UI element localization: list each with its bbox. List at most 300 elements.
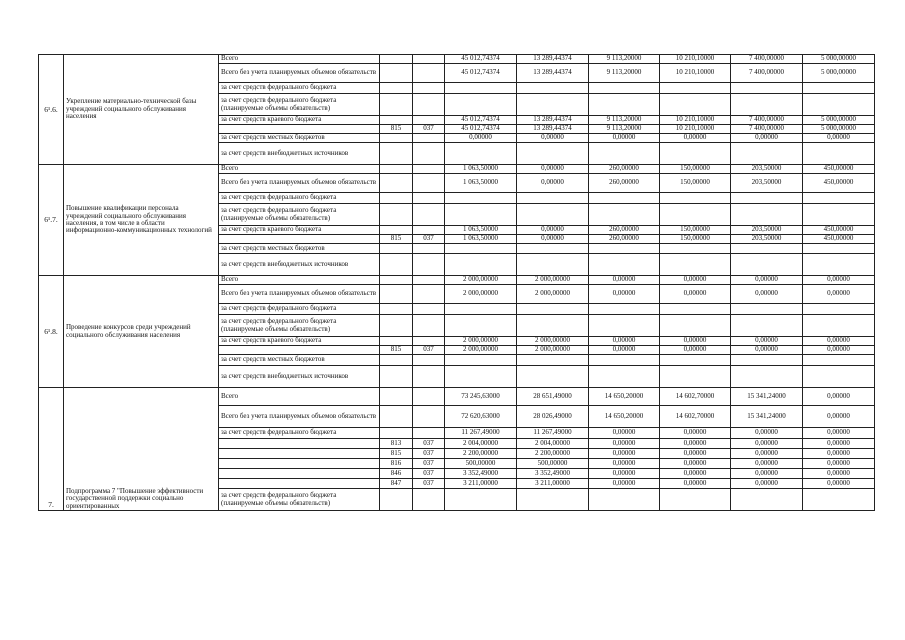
amount-cell: 0,00000 xyxy=(517,235,589,244)
amount-cell: 150,00000 xyxy=(660,165,731,174)
amount-cell: 0,00000 xyxy=(731,134,803,143)
amount-cell: 11 267,49000 xyxy=(517,428,589,439)
amount-cell xyxy=(517,94,589,116)
amount-cell: 9 113,20000 xyxy=(589,55,660,64)
amount-cell: 0,00000 xyxy=(589,346,660,355)
amount-cell: 0,00000 xyxy=(731,285,803,304)
amount-cell xyxy=(731,83,803,94)
funding-source-label: за счет средств федерального бюджета xyxy=(219,428,380,439)
amount-cell: 260,00000 xyxy=(589,174,660,193)
amount-cell: 1 063,50000 xyxy=(445,235,517,244)
funding-source-label: Всего без учета планируемых объемов обязательств xyxy=(219,406,380,428)
amount-cell: 0,00000 xyxy=(589,285,660,304)
amount-cell: 9 113,20000 xyxy=(589,64,660,83)
amount-cell: 0,00000 xyxy=(731,459,803,469)
section-code-cell xyxy=(413,254,445,276)
amount-cell: 0,00000 xyxy=(803,479,875,489)
amount-cell: 450,00000 xyxy=(803,165,875,174)
amount-cell: 0,00000 xyxy=(731,449,803,459)
amount-cell: 45 012,74374 xyxy=(445,55,517,64)
amount-cell xyxy=(589,355,660,366)
section-code-cell xyxy=(413,489,445,511)
amount-cell xyxy=(803,304,875,315)
section-number: 7. xyxy=(39,388,64,511)
amount-cell: 0,00000 xyxy=(731,337,803,346)
amount-cell: 3 211,00000 xyxy=(517,479,589,489)
funding-source-label: Всего xyxy=(219,276,380,285)
budget-code-cell xyxy=(380,366,413,388)
amount-cell xyxy=(660,489,731,511)
funding-source-label: за счет средств федерального бюджета (планируемые объемы обязательств) xyxy=(219,204,380,226)
funding-source-label: за счет средств краевого бюджета xyxy=(219,337,380,346)
amount-cell: 11 267,49000 xyxy=(445,428,517,439)
amount-cell xyxy=(660,366,731,388)
amount-cell: 14 602,70000 xyxy=(660,388,731,406)
amount-cell xyxy=(660,304,731,315)
budget-code-cell xyxy=(380,489,413,511)
amount-cell: 0,00000 xyxy=(803,406,875,428)
amount-cell: 10 210,10000 xyxy=(660,116,731,125)
amount-cell: 0,00000 xyxy=(660,276,731,285)
amount-cell xyxy=(445,304,517,315)
amount-cell xyxy=(803,244,875,254)
section-code-cell xyxy=(413,193,445,204)
budget-code-cell xyxy=(380,254,413,276)
amount-cell xyxy=(660,315,731,337)
section-code-cell: 037 xyxy=(413,235,445,244)
table-row xyxy=(39,55,875,64)
amount-cell: 260,00000 xyxy=(589,165,660,174)
section-code-cell xyxy=(413,406,445,428)
section-code-cell xyxy=(413,143,445,165)
section-code-cell xyxy=(413,174,445,193)
budget-code-cell: 816 xyxy=(380,459,413,469)
amount-cell xyxy=(803,83,875,94)
amount-cell: 0,00000 xyxy=(803,388,875,406)
amount-cell xyxy=(445,254,517,276)
funding-source-label: за счет средств краевого бюджета xyxy=(219,116,380,125)
amount-cell: 15 341,24000 xyxy=(731,388,803,406)
amount-cell xyxy=(517,83,589,94)
amount-cell xyxy=(731,204,803,226)
amount-cell xyxy=(517,366,589,388)
funding-source-label: Всего xyxy=(219,388,380,406)
budget-code-cell: 847 xyxy=(380,479,413,489)
amount-cell: 0,00000 xyxy=(589,428,660,439)
funding-source-label: за счет средств местных бюджетов xyxy=(219,244,380,254)
funding-source-label xyxy=(219,346,380,355)
section-name: Повышение квалификации персонала учреждений социального обслуживания населения, в том числе в области информационно-коммуникационных технологий xyxy=(64,165,219,276)
amount-cell: 0,00000 xyxy=(660,285,731,304)
amount-cell: 2 004,00000 xyxy=(517,439,589,449)
amount-cell xyxy=(731,366,803,388)
amount-cell: 0,00000 xyxy=(660,479,731,489)
funding-source-label: за счет средств местных бюджетов xyxy=(219,134,380,143)
section-code-cell: 037 xyxy=(413,449,445,459)
amount-cell xyxy=(589,254,660,276)
amount-cell xyxy=(589,315,660,337)
section-code-cell xyxy=(413,94,445,116)
amount-cell: 150,00000 xyxy=(660,226,731,235)
amount-cell xyxy=(445,143,517,165)
amount-cell: 0,00000 xyxy=(803,337,875,346)
budget-code-cell xyxy=(380,165,413,174)
amount-cell: 0,00000 xyxy=(660,346,731,355)
amount-cell xyxy=(589,83,660,94)
amount-cell xyxy=(731,489,803,511)
funding-source-label: Всего без учета планируемых объемов обязательств xyxy=(219,285,380,304)
funding-source-label xyxy=(219,449,380,459)
amount-cell: 0,00000 xyxy=(589,337,660,346)
amount-cell xyxy=(517,355,589,366)
funding-source-label: за счет средств местных бюджетов xyxy=(219,355,380,366)
amount-cell: 2 000,00000 xyxy=(517,337,589,346)
amount-cell: 28 651,49000 xyxy=(517,388,589,406)
amount-cell: 0,00000 xyxy=(731,276,803,285)
section-code-cell: 037 xyxy=(413,479,445,489)
amount-cell xyxy=(731,355,803,366)
amount-cell xyxy=(445,83,517,94)
amount-cell: 0,00000 xyxy=(803,285,875,304)
amount-cell: 9 113,20000 xyxy=(589,125,660,134)
amount-cell: 260,00000 xyxy=(589,235,660,244)
funding-source-label: Всего без учета планируемых объемов обязательств xyxy=(219,64,380,83)
amount-cell: 2 000,00000 xyxy=(445,346,517,355)
amount-cell: 203,50000 xyxy=(731,226,803,235)
amount-cell xyxy=(445,244,517,254)
amount-cell xyxy=(517,254,589,276)
amount-cell: 0,00000 xyxy=(589,479,660,489)
funding-source-label: за счет средств федерального бюджета (планируемые объемы обязательств) xyxy=(219,489,380,511)
section-number: 6¹.8. xyxy=(39,276,64,388)
amount-cell: 500,00000 xyxy=(445,459,517,469)
budget-code-cell xyxy=(380,244,413,254)
budget-code-cell xyxy=(380,226,413,235)
amount-cell xyxy=(445,315,517,337)
amount-cell: 0,00000 xyxy=(589,276,660,285)
amount-cell xyxy=(517,315,589,337)
section-code-cell xyxy=(413,285,445,304)
funding-source-label xyxy=(219,439,380,449)
amount-cell: 13 289,44374 xyxy=(517,116,589,125)
amount-cell: 0,00000 xyxy=(660,469,731,479)
funding-source-label xyxy=(219,469,380,479)
amount-cell: 0,00000 xyxy=(589,449,660,459)
amount-cell: 15 341,24000 xyxy=(731,406,803,428)
funding-source-label: за счет средств федерального бюджета xyxy=(219,304,380,315)
amount-cell xyxy=(803,193,875,204)
amount-cell: 450,00000 xyxy=(803,235,875,244)
amount-cell: 13 289,44374 xyxy=(517,64,589,83)
amount-cell: 0,00000 xyxy=(517,174,589,193)
amount-cell: 0,00000 xyxy=(731,479,803,489)
section-code-cell: 037 xyxy=(413,459,445,469)
funding-source-label: за счет средств федерального бюджета (планируемые объемы обязательств) xyxy=(219,94,380,116)
amount-cell xyxy=(803,366,875,388)
amount-cell: 2 200,00000 xyxy=(517,449,589,459)
amount-cell: 2 000,00000 xyxy=(445,276,517,285)
amount-cell: 2 000,00000 xyxy=(517,285,589,304)
amount-cell xyxy=(803,355,875,366)
amount-cell xyxy=(731,143,803,165)
amount-cell: 260,00000 xyxy=(589,226,660,235)
amount-cell xyxy=(589,94,660,116)
budget-code-cell xyxy=(380,304,413,315)
amount-cell: 0,00000 xyxy=(445,134,517,143)
table-row xyxy=(39,165,875,174)
section-name: Проведение конкурсов среди учреждений социального обслуживания населения xyxy=(64,276,219,388)
amount-cell: 45 012,74374 xyxy=(445,125,517,134)
funding-source-label: за счет средств внебюджетных источников xyxy=(219,254,380,276)
section-code-cell xyxy=(413,428,445,439)
amount-cell xyxy=(517,204,589,226)
amount-cell xyxy=(803,143,875,165)
amount-cell: 5 000,00000 xyxy=(803,64,875,83)
amount-cell: 0,00000 xyxy=(731,428,803,439)
amount-cell: 0,00000 xyxy=(803,439,875,449)
amount-cell: 9 113,20000 xyxy=(589,116,660,125)
amount-cell: 14 602,70000 xyxy=(660,406,731,428)
section-code-cell xyxy=(413,55,445,64)
amount-cell: 3 211,00000 xyxy=(445,479,517,489)
amount-cell: 0,00000 xyxy=(803,428,875,439)
amount-cell xyxy=(660,244,731,254)
amount-cell xyxy=(517,489,589,511)
amount-cell xyxy=(660,204,731,226)
amount-cell xyxy=(517,193,589,204)
amount-cell xyxy=(660,355,731,366)
amount-cell: 2 200,00000 xyxy=(445,449,517,459)
budget-code-cell: 846 xyxy=(380,469,413,479)
section-code-cell: 037 xyxy=(413,469,445,479)
section-code-cell xyxy=(413,304,445,315)
table-row xyxy=(39,388,875,406)
budget-code-cell xyxy=(380,337,413,346)
section-code-cell xyxy=(413,366,445,388)
section-code-cell xyxy=(413,165,445,174)
funding-source-label xyxy=(219,479,380,489)
budget-code-cell: 815 xyxy=(380,346,413,355)
amount-cell: 0,00000 xyxy=(589,469,660,479)
amount-cell xyxy=(445,355,517,366)
budget-code-cell xyxy=(380,174,413,193)
amount-cell xyxy=(445,366,517,388)
section-name: Укрепление материально-технической базы учреждений социального обслуживания населения xyxy=(64,55,219,165)
amount-cell: 0,00000 xyxy=(660,134,731,143)
amount-cell xyxy=(589,489,660,511)
amount-cell: 0,00000 xyxy=(660,459,731,469)
budget-code-cell xyxy=(380,276,413,285)
amount-cell xyxy=(445,94,517,116)
amount-cell: 72 620,63000 xyxy=(445,406,517,428)
budget-code-cell xyxy=(380,355,413,366)
amount-cell: 0,00000 xyxy=(589,459,660,469)
amount-cell: 1 063,50000 xyxy=(445,174,517,193)
section-code-cell xyxy=(413,226,445,235)
amount-cell: 10 210,10000 xyxy=(660,125,731,134)
amount-cell: 0,00000 xyxy=(803,449,875,459)
amount-cell: 0,00000 xyxy=(803,469,875,479)
budget-code-cell: 815 xyxy=(380,449,413,459)
section-code-cell xyxy=(413,244,445,254)
budget-code-cell xyxy=(380,204,413,226)
amount-cell: 2 000,00000 xyxy=(445,285,517,304)
funding-source-label: за счет средств внебюджетных источников xyxy=(219,366,380,388)
section-code-cell: 037 xyxy=(413,346,445,355)
amount-cell xyxy=(589,244,660,254)
amount-cell: 203,50000 xyxy=(731,174,803,193)
amount-cell: 1 063,50000 xyxy=(445,226,517,235)
amount-cell: 0,00000 xyxy=(731,469,803,479)
section-code-cell xyxy=(413,134,445,143)
amount-cell: 3 352,49000 xyxy=(517,469,589,479)
amount-cell: 0,00000 xyxy=(517,165,589,174)
amount-cell: 500,00000 xyxy=(517,459,589,469)
amount-cell xyxy=(660,254,731,276)
amount-cell xyxy=(803,204,875,226)
amount-cell: 0,00000 xyxy=(803,346,875,355)
amount-cell: 14 650,20000 xyxy=(589,388,660,406)
amount-cell: 5 000,00000 xyxy=(803,125,875,134)
amount-cell xyxy=(731,254,803,276)
section-code-cell xyxy=(413,355,445,366)
amount-cell xyxy=(803,489,875,511)
amount-cell: 0,00000 xyxy=(517,134,589,143)
amount-cell xyxy=(660,94,731,116)
amount-cell xyxy=(589,304,660,315)
amount-cell xyxy=(660,143,731,165)
amount-cell xyxy=(589,366,660,388)
funding-source-label: Всего xyxy=(219,165,380,174)
amount-cell xyxy=(445,489,517,511)
budget-code-cell xyxy=(380,315,413,337)
amount-cell xyxy=(517,244,589,254)
section-code-cell xyxy=(413,83,445,94)
section-code-cell xyxy=(413,388,445,406)
amount-cell: 0,00000 xyxy=(517,226,589,235)
amount-cell: 13 289,44374 xyxy=(517,55,589,64)
amount-cell: 10 210,10000 xyxy=(660,64,731,83)
amount-cell: 450,00000 xyxy=(803,174,875,193)
funding-source-label: за счет средств федерального бюджета (планируемые объемы обязательств) xyxy=(219,315,380,337)
amount-cell: 7 400,00000 xyxy=(731,55,803,64)
amount-cell: 7 400,00000 xyxy=(731,64,803,83)
budget-code-cell xyxy=(380,55,413,64)
amount-cell xyxy=(803,315,875,337)
funding-source-label: за счет средств федерального бюджета xyxy=(219,83,380,94)
amount-cell xyxy=(589,193,660,204)
budget-code-cell xyxy=(380,94,413,116)
amount-cell xyxy=(731,244,803,254)
budget-code-cell xyxy=(380,134,413,143)
section-code-cell xyxy=(413,204,445,226)
amount-cell: 3 352,49000 xyxy=(445,469,517,479)
amount-cell: 0,00000 xyxy=(589,134,660,143)
amount-cell: 45 012,74374 xyxy=(445,116,517,125)
amount-cell xyxy=(517,143,589,165)
funding-source-label: за счет средств федерального бюджета xyxy=(219,193,380,204)
amount-cell xyxy=(731,304,803,315)
amount-cell: 0,00000 xyxy=(803,459,875,469)
amount-cell: 14 650,20000 xyxy=(589,406,660,428)
section-number: 6¹.7. xyxy=(39,165,64,276)
section-code-cell: 037 xyxy=(413,125,445,134)
funding-source-label: за счет средств краевого бюджета xyxy=(219,226,380,235)
funding-source-label: за счет средств внебюджетных источников xyxy=(219,143,380,165)
budget-code-cell: 815 xyxy=(380,235,413,244)
funding-source-label xyxy=(219,125,380,134)
section-code-cell xyxy=(413,337,445,346)
amount-cell: 0,00000 xyxy=(660,449,731,459)
amount-cell: 2 000,00000 xyxy=(517,276,589,285)
amount-cell: 7 400,00000 xyxy=(731,116,803,125)
funding-source-label: Всего без учета планируемых объемов обязательств xyxy=(219,174,380,193)
amount-cell: 13 289,44374 xyxy=(517,125,589,134)
amount-cell: 0,00000 xyxy=(660,439,731,449)
amount-cell: 0,00000 xyxy=(660,337,731,346)
amount-cell: 1 063,50000 xyxy=(445,165,517,174)
budget-code-cell xyxy=(380,285,413,304)
section-code-cell xyxy=(413,315,445,337)
amount-cell xyxy=(660,83,731,94)
amount-cell: 0,00000 xyxy=(660,428,731,439)
amount-cell xyxy=(731,315,803,337)
budget-code-cell xyxy=(380,116,413,125)
amount-cell xyxy=(589,204,660,226)
amount-cell: 150,00000 xyxy=(660,174,731,193)
funding-source-label xyxy=(219,235,380,244)
amount-cell: 0,00000 xyxy=(731,439,803,449)
amount-cell: 5 000,00000 xyxy=(803,116,875,125)
amount-cell xyxy=(803,94,875,116)
section-number: 6¹.6. xyxy=(39,55,64,165)
amount-cell: 2 004,00000 xyxy=(445,439,517,449)
amount-cell: 5 000,00000 xyxy=(803,55,875,64)
amount-cell: 203,50000 xyxy=(731,165,803,174)
funding-source-label: Всего xyxy=(219,55,380,64)
section-code-cell: 037 xyxy=(413,439,445,449)
amount-cell: 10 210,10000 xyxy=(660,55,731,64)
budget-code-cell xyxy=(380,64,413,83)
budget-code-cell xyxy=(380,143,413,165)
amount-cell xyxy=(517,304,589,315)
amount-cell: 2 000,00000 xyxy=(445,337,517,346)
section-name: Подпрограмма 7 "Повышение эффективности государственной поддержки социально ориентированных xyxy=(64,388,219,511)
amount-cell xyxy=(731,193,803,204)
budget-code-cell xyxy=(380,83,413,94)
amount-cell: 150,00000 xyxy=(660,235,731,244)
budget-code-cell: 813 xyxy=(380,439,413,449)
amount-cell: 2 000,00000 xyxy=(517,346,589,355)
amount-cell: 203,50000 xyxy=(731,235,803,244)
section-code-cell xyxy=(413,276,445,285)
amount-cell: 45 012,74374 xyxy=(445,64,517,83)
amount-cell xyxy=(660,193,731,204)
section-code-cell xyxy=(413,64,445,83)
amount-cell xyxy=(589,143,660,165)
funding-source-label xyxy=(219,459,380,469)
amount-cell: 73 245,63000 xyxy=(445,388,517,406)
amount-cell xyxy=(445,193,517,204)
amount-cell: 0,00000 xyxy=(731,346,803,355)
amount-cell xyxy=(445,204,517,226)
table-row xyxy=(39,276,875,285)
amount-cell: 28 026,49000 xyxy=(517,406,589,428)
budget-code-cell xyxy=(380,406,413,428)
budget-code-cell xyxy=(380,428,413,439)
section-code-cell xyxy=(413,116,445,125)
amount-cell xyxy=(731,94,803,116)
